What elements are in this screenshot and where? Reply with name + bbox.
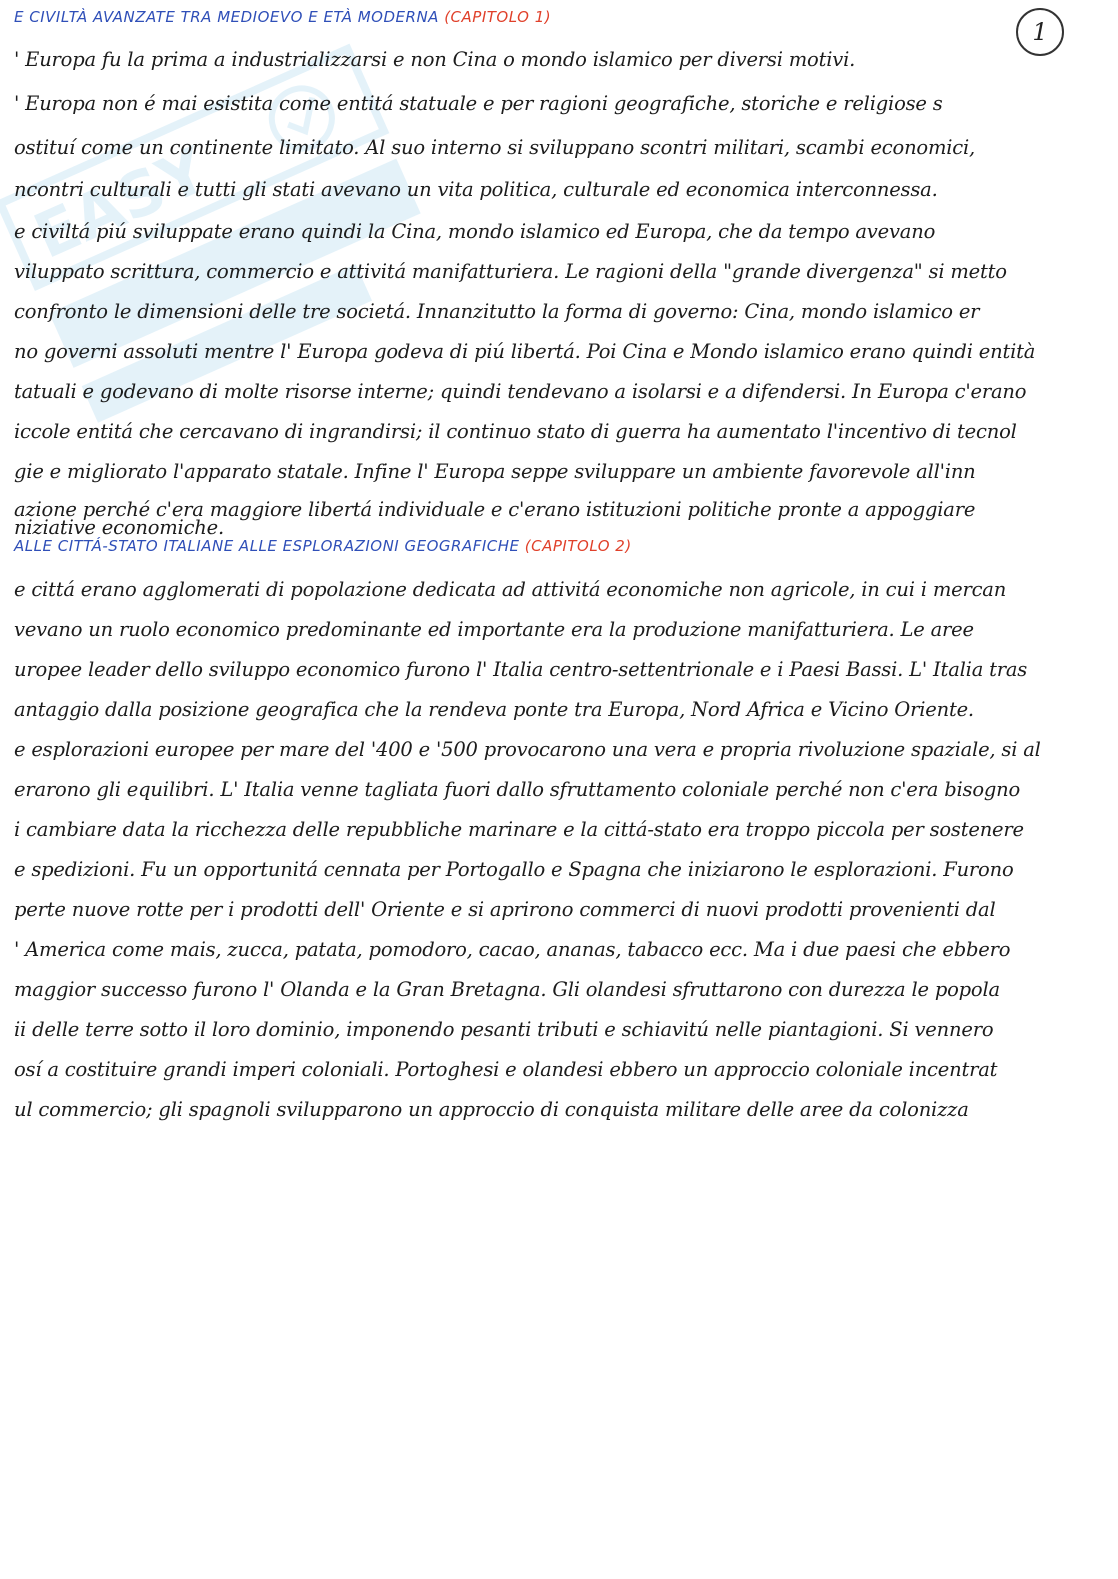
text-line: osí a costituire grandi imperi coloniali. Portoghesi e olandesi ebbero un approccio coloniale incentrat [14,1058,998,1081]
section-title-1 [14,8,551,26]
text-line: e civiltá piú sviluppate erano quindi la Cina, mondo islamico ed Europa, che da tempo avevano [14,220,936,243]
text-line: e cittá erano agglomerati di popolazione dedicata ad attivitá economiche non agricole, in cui i mercan [14,578,1007,601]
text-line: erarono gli equilibri. L' Italia venne tagliata fuori dallo sfruttamento coloniale perché non c'era bisogno [14,778,1021,801]
text-line: azione perché c'era maggiore libertá individuale e c'erano istituzioni politiche pronte a appoggiare [14,498,976,521]
text-line: maggior successo furono l' Olanda e la Gran Bretagna. Gli olandesi sfruttarono con durezza le popola [14,978,1000,1001]
text-line: vevano un ruolo economico predominante ed importante era la produzione manifatturiera. Le aree [14,618,974,641]
text-line: iccole entitá che cercavano di ingrandirsi; il continuo stato di guerra ha aumentato l'incentivo di tecnol [14,420,1017,443]
text-line: ' America come mais, zucca, patata, pomodoro, cacao, ananas, tabacco ecc. Ma i due paesi che ebbero [14,938,1011,961]
section-chapter-1: (CAPITOLO 1) [444,8,552,26]
text-line: e spedizioni. Fu un opportunitá cennata per Portogallo e Spagna che iniziarono le esplorazioni. Furono [14,858,1014,881]
text-line: niziative economiche. [14,516,225,539]
text-line: ii delle terre sotto il loro dominio, imponendo pesanti tributi e schiavitú nelle piantagioni. Si vennero [14,1018,994,1041]
text-line: perte nuove rotte per i prodotti dell' Oriente e si aprirono commerci di nuovi prodotti provenienti dal [14,898,996,921]
text-line: ostituí come un continente limitato. Al suo interno si sviluppano scontri militari, scambi economici, [14,136,976,159]
text-line: confronto le dimensioni delle tre societá. Innanzitutto la forma di governo: Cina, mondo islamico er [14,300,980,323]
text-line: tatuali e godevano di molte risorse interne; quindi tendevano a isolarsi e a difendersi. In Europa c'erano [14,380,1027,403]
text-line: ul commercio; gli spagnoli svilupparono un approccio di conquista militare delle aree da colonizza [14,1098,969,1121]
section-title-2 [14,537,632,555]
text-line: ' Europa fu la prima a industrializzarsi e non Cina o mondo islamico per diversi motivi. [14,48,856,71]
text-line: ncontri culturali e tutti gli stati avevano un vita politica, culturale ed economica interconnessa. [14,178,938,201]
text-line: viluppato scrittura, commercio e attivitá manifatturiera. Le ragioni della "grande divergenza" si metto [14,260,1007,283]
text-line: i cambiare data la ricchezza delle repubbliche marinare e la cittá-stato era troppo piccola per sostenere [14,818,1024,841]
text-line: antaggio dalla posizione geografica che la rendeva ponte tra Europa, Nord Africa e Vicino Oriente. [14,698,974,721]
page-number: 1 [1016,8,1064,56]
section-chapter-2: (CAPITOLO 2) [524,537,632,555]
section-title-1-text: E CIVILTÀ AVANZATE TRA MEDIOEVO E ETÀ MODERNA [14,8,439,26]
text-line: ' Europa non é mai esistita come entitá statuale e per ragioni geografiche, storiche e religiose s [14,92,943,115]
section-title-2-text: ALLE CITTÁ-STATO ITALIANE ALLE ESPLORAZIONI GEOGRAFICHE [14,537,520,555]
text-line: gie e migliorato l'apparato statale. Infine l' Europa seppe sviluppare un ambiente favorevole all'inn [14,460,976,483]
svg-text:EASY: EASY [23,133,218,273]
text-line: uropee leader dello sviluppo economico furono l' Italia centro-settentrionale e i Paesi Bassi. L' Italia tras [14,658,1028,681]
text-line: e esplorazioni europee per mare del '400 e '500 provocarono una vera e propria rivoluzione spaziale, si al [14,738,1041,761]
text-line: no governi assoluti mentre l' Europa godeva di piú libertá. Poi Cina e Mondo islamico erano quindi entità [14,340,1036,363]
